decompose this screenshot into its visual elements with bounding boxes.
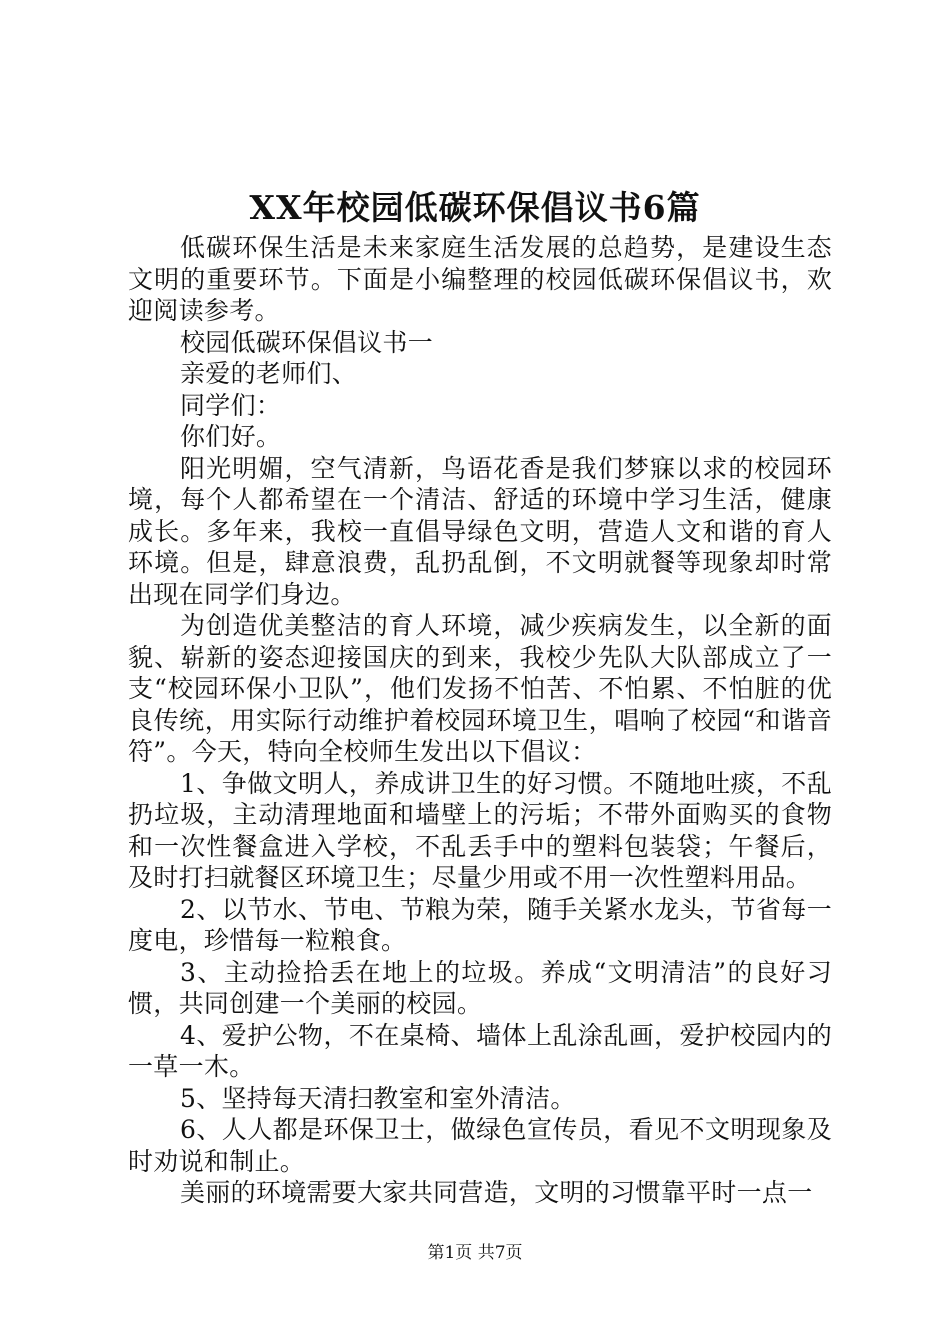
paragraph-salutation: 亲爱的老师们、 (180, 359, 358, 388)
paragraph-list-item: 1、争做文明人，养成讲卫生的好习惯。不随地吐痰，不乱扔垃圾，主动清理地面和墙壁上的污垢；不带外面购买的食物和一次性餐盒进入学校，不乱丢手中的塑料包装袋；午餐后，及时打扫就餐区环境卫生；尽量少用或不用一次性塑料用品。 (128, 768, 832, 892)
paragraph-intro: 低碳环保生活是未来家庭生活发展的总趋势，是建设生态文明的重要环节。下面是小编整理的校园低碳环保倡议书，欢迎阅读参考。 (128, 233, 832, 325)
paragraph-body: 阳光明媚，空气清新，鸟语花香是我们梦寐以求的校园环境，每个人都希望在一个清洁、舒适的环境中学习生活，健康成长。多年来，我校一直倡导绿色文明，营造人文和谐的育人环境。但是，肆意浪费，乱扔乱倒，不文明就餐等现象却时常出现在同学们身边。 (128, 453, 832, 609)
paragraph-list-item: 3、主动捡拾丢在地上的垃圾。养成“文明清洁”的良好习惯，共同创建一个美丽的校园。 (128, 957, 832, 1018)
paragraph-subheading: 校园低碳环保倡议书一 (180, 327, 434, 357)
paragraph-list-item: 4、爱护公物，不在桌椅、墙体上乱涂乱画，爱护校园内的一草一木。 (128, 1020, 832, 1081)
paragraph-list-item: 6、人人都是环保卫士，做绿色宣传员，看见不文明现象及时劝说和制止。 (128, 1115, 832, 1176)
paragraph-salutation-students: 同学们： (180, 390, 282, 420)
document-body (128, 232, 832, 1209)
paragraph-list-item: 5、坚持每天清扫教室和室外清洁。 (180, 1083, 576, 1113)
page-indicator: 第1页 共7页 (427, 1243, 523, 1263)
paragraph-body: 为创造优美整洁的育人环境，减少疾病发生，以全新的面貌、崭新的姿态迎接国庆的到来，我校少先队大队部成立了一支“校园环保小卫队”，他们发扬不怕苦、不怕累、不怕脏的优良传统，用实际行动维护着校园环境卫生，唱响了校园“和谐音符”。今天，特向全校师生发出以下倡议： (128, 611, 832, 766)
paragraph-list-item: 2、以节水、节电、节粮为荣，随手关紧水龙头，节省每一度电，珍惜每一粒粮食。 (128, 894, 832, 955)
paragraph-closing: 美丽的环境需要大家共同营造，文明的习惯靠平时一点一 (180, 1178, 813, 1207)
paragraph-greeting: 你们好。 (180, 422, 282, 451)
document-title: XX年校园低碳环保倡议书6篇 (249, 188, 701, 227)
